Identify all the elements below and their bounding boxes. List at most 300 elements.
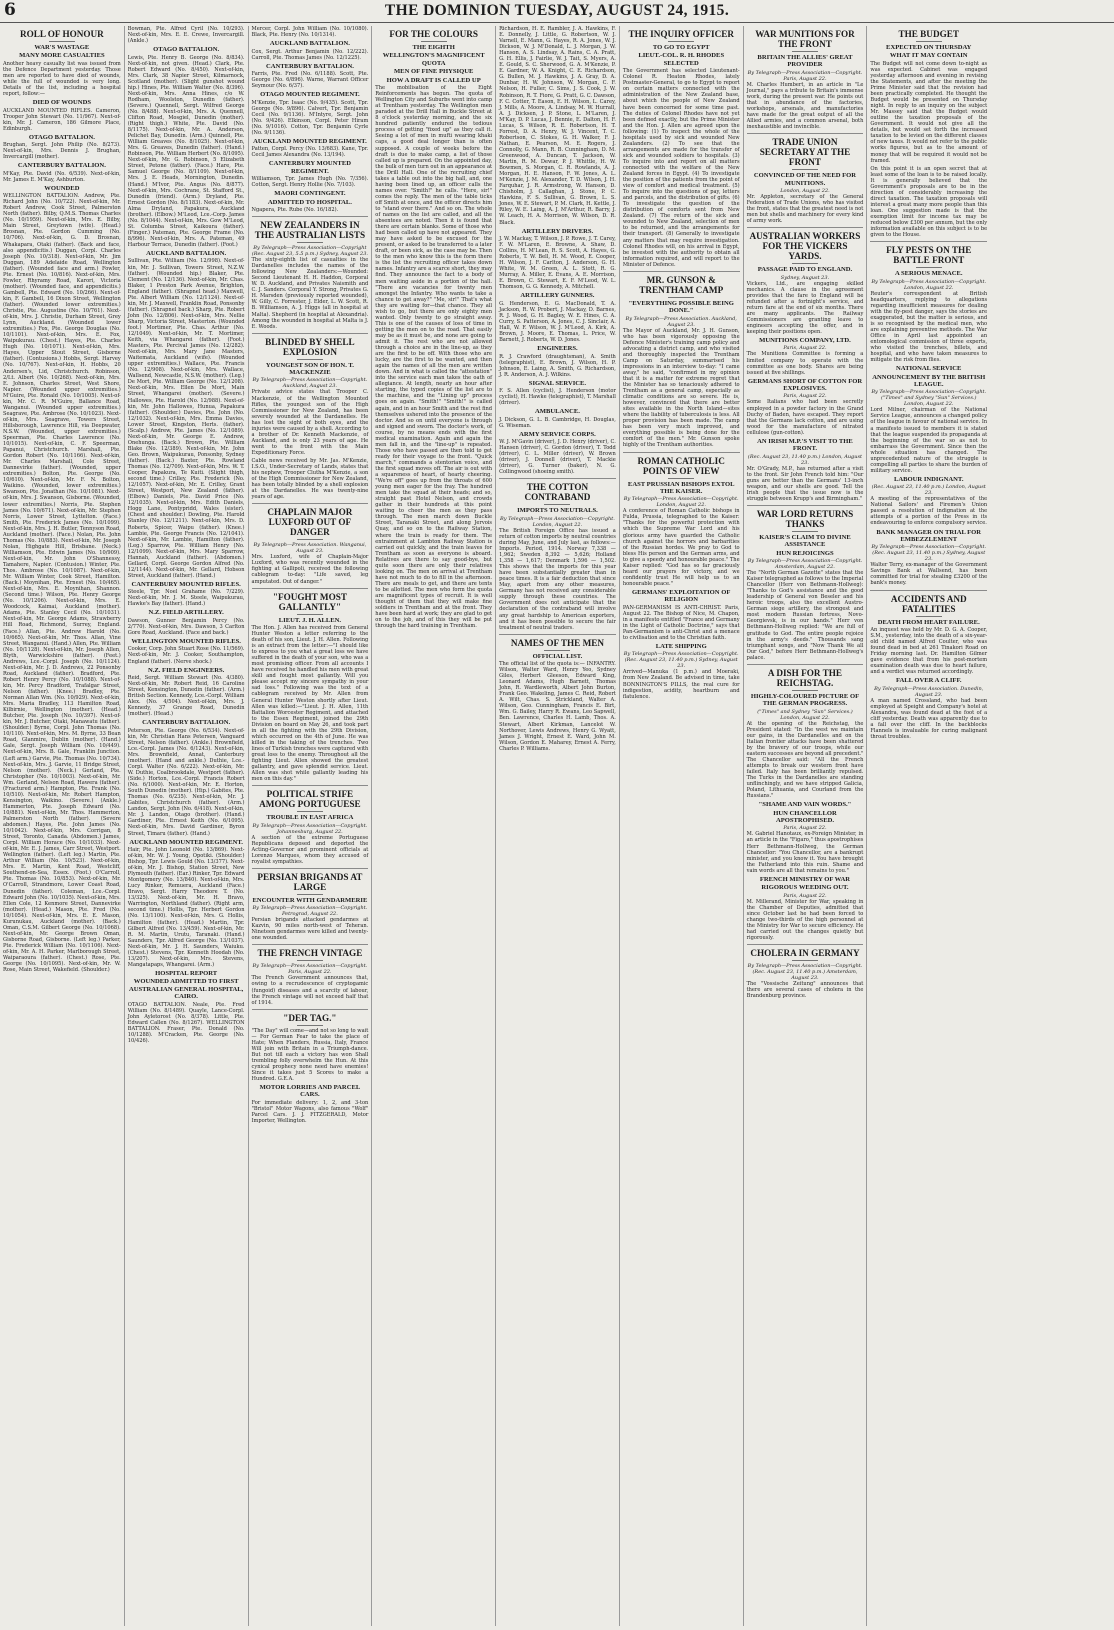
- article-body: OTAGO BATTALION. Neale, Pte. Fred William (No. 8/1489). Quayle, Lance-Corpl. John Ayletorost (No. 8/378). Little, Pte. Edward Callen (No. 8/1267). WELLINGTON BATTALION. Fraser, Pte. Donald (No. 10/1288). M'Cracken, Pte. George (No. 10/426).: [127, 1001, 245, 1044]
- headline-rule: [792, 690, 818, 691]
- article: [252, 868, 369, 942]
- article-body: The sixty-eighth list of casualties in the Dardanelles includes the names of the following New Zealanders:—Wounded: Second Lieutenant H. H. Haddon, Corporal W. D. Auckland, and Privates Naismith and C. J. Sanders. Corporal Y. Strong, Privates G. H. Marsden (previously reported wounded), W. Gilly, C. Forrester, J. Elder, L. W. Scott, R. B. Williamson, A. J. Higgs (all in hospital at Malta). Shepherd (in hospital at Alexandria). Among the wounded in hospital at Malta is J. E. Woods.: [251, 257, 369, 330]
- article: [128, 581, 245, 608]
- article-subhead: WAR'S WASTAGE: [34, 44, 90, 51]
- article: [128, 719, 245, 836]
- article-dateline: By Telegraph—Press Association—Copyright. London, August 22.: [500, 515, 615, 528]
- article-body: Hair, Pte. John Leonold (No. 13/869). Next-of-kin, Mr. W. J. Young, Opotiki. (Shoulder.) Bishop, Tpr. Lewis Gould (No. 13/377). Next-of-kin, Mr. J. Bishop, Station Street, New Plymouth (father). (Ear.) Rinker, Tpr. Edward Montgomery (No. 13/840). Next-of-kin, Mrs. Lucy Rinker, Remuera, Auckland (Face.) Bravo, Sergt. Harry Theodore T. (No. 13/325). Next-of-kin, Mr. H. Bravo, Warrington, Northland (father). (Right arm, second time.) Hollis, Tpr. Herbert Gordon (No. 13/1100). Next-of-kin, Mrs. G. Hollis, Hamilton (father). (Head.) Martin, Tpr. Gilbert Alfred (No. 13/459). Next-of-kin, Mr. R. M. Martin, Urutu, Taranaki. (Hand.) Saunders, Tpr. Alfred George (No. 13/1037). Next-of-kin, Mr. J. H. Saunders, Waiuku. (Chest.) Stevens, Tpr. Kenneth Hoodah (No. 13/207). Next-of-kin, Mrs. Stevens, Mangatapaps, Whangarei. (Arm.): [127, 846, 245, 968]
- headline-rule: [916, 41, 942, 42]
- article: [747, 876, 864, 941]
- column-rule: [747, 944, 864, 945]
- article-body: AUCKLAND MOUNTED RIFLES. Cameron, Trooper John Stewart (No. 11/967). Next-of-kin, Mr. J. Cameron, 186 Gilmore Place, Edinburgh.: [3, 107, 121, 132]
- headline-rule: [792, 960, 818, 961]
- article-dateline: (Rec. August 23, 11.40 p.m.) London, August 23.: [871, 484, 986, 497]
- article: [870, 365, 987, 474]
- article: [252, 216, 369, 330]
- article-subhead: N.Z. FIELD ENGINEERS.: [147, 666, 225, 674]
- article-subhead: HOW A DRAFT IS CALLED UP: [386, 76, 481, 84]
- article: [747, 133, 864, 224]
- article-subhead: OTAGO BATTALION.: [153, 46, 220, 54]
- article: [870, 29, 987, 164]
- article-body: Mr. Appleton, secretary of the General Federation of Trade Unions, who has visited the front, states that the greatest need is not men but shells and machinery for every kind of army work.: [746, 194, 864, 225]
- headline-rule: [544, 650, 570, 651]
- column-8: [866, 26, 990, 1626]
- article: [499, 228, 616, 291]
- article-subhead: MANY MORE CASUALTIES: [19, 52, 105, 60]
- article: [3, 29, 121, 97]
- article: [375, 29, 492, 629]
- article-body: A section of the extreme Portuguese Republicans deposed and deported the Acting-Governor and prominent officials at Lorenzo Marques, whom they accused of royalist sympathies.: [251, 834, 369, 865]
- article: [252, 503, 369, 584]
- article-subhead: ARTILLERY GUNNERS.: [520, 292, 595, 300]
- headline-rule: [297, 811, 323, 812]
- article: [499, 408, 616, 429]
- article-body: Another heavy casualty list was issued from the Defence Department yesterday. Those men are reported to have died of wounds, while the full of wounded is very long. Details of the list, including a hospital report, follow:—: [3, 60, 121, 98]
- article-headline: AUSTRALIAN WORKERS FOR THE VICKERS YARDS.: [749, 231, 861, 262]
- headline-rule: [916, 267, 942, 268]
- article-dateline: By Telegraph—Press Association—Copyright. Paris, August 22.: [252, 963, 368, 976]
- article-subhead: N.Z. FIELD ARTILLERY.: [148, 609, 224, 617]
- article-subhead: HIGHLY-COLOURED PICTURE OF THE GERMAN PROGRESS.: [750, 692, 860, 708]
- article-subhead: ANNOUNCEMENT BY THE BRITISH LEAGUE.: [872, 373, 986, 388]
- article-body: J. W. Mackay, T. Wilson, J. P. Rowe, J. T. Carey, F. W. M'Laren, E. Browne, A. Shaw, D. Collins, H. M'Lean, R. S. Scott, A. Hayes, G. Roberts, T. W. Bell, H. M. Wood, E. Cooper, H. Wilson, J. F. Carlton, J. Anderson, G. H. White, W. M. Green, A. L. Stott, R. G. Murray, A. Miller, E. Evans, A. E. Morrison, E. Brown, C. Stewart, E. F. M'Leod, W. L. Thomson, G. G. Kennedy, A. Mitchell.: [499, 235, 616, 291]
- article: [252, 63, 369, 90]
- article-headline: NAMES OF THE MEN: [510, 637, 605, 648]
- article: [499, 478, 616, 630]
- article-subhead: MOTOR LORRIES AND PARCEL CARS.: [259, 1084, 361, 1099]
- article-dateline: By Telegraph—Press Association—Copyright. London, August 22.: [623, 496, 739, 509]
- article-subhead: WELLINGTON'S MAGNIFICENT QUOTA: [382, 52, 485, 67]
- article-subhead: OTAGO MOUNTED REGIMENT.: [260, 91, 360, 99]
- article-subhead: WELLINGTON MOUNTED RIFLES.: [131, 638, 241, 646]
- article: [252, 333, 369, 456]
- column-rule: [252, 588, 369, 589]
- article: [499, 292, 616, 343]
- article-body: Bowman, Pte. Alfred Cyril (No. 10/293). Next-of-kin, Mrs. E. E. Crewe, Invercargill. (Ankle.): [127, 26, 245, 45]
- article: [128, 250, 245, 579]
- article-subhead: LIEUT. J. H. ALLEN.: [278, 616, 342, 624]
- article-subhead: BANK MANAGER ON TRIAL FOR EMBEZZLEMENT: [876, 528, 982, 543]
- article-body: Peterson, Pte. George (No. 6/534). Next-of-kin, Mr. Christian Hans Petersen, Vanguard Street, Nelson (father). (Ankle.) Brownfield, Lce.-Corpl. James (No. 6/1243). Next-of-kin, Mrs. Brownfield, Annat, Canterbury (mother). (Hand and ankle.) Duthie, Lce.-Corpl. Walter (No. 6/222). Next-of-kin, Mr. W. Duthie, Coalbrookdale, Westport (father). (Side.) Horton, Lce.-Corpl. Francis Robert (No. 6/1000). Next-of-kin, Mr. E. Horton, South Dunedin (mother). (Hip.) Gabites, Pte. Thomas (No. 6/235). Next-of-kin, Mr. J. Gabites, Christchurch (father). (Arm.) Landon, Sergt. John (No. 6/418). Next-of-kin, Mr. J. Landon, Otago (brother). (Hand.) Gardiner, Pte. Ernest Keith (No. 6/1095). Next-of-kin, Mrs. David Gardiner, Byron Street, Timaru (father). (Hand.): [127, 727, 245, 837]
- article-body: J. Dickson, G. L. B. Cambridge, H. Douglas, G. Wiseman.: [499, 416, 616, 429]
- article-subhead: IMPORTS TO NEUTRALS.: [517, 507, 598, 515]
- article-body: The Government has selected Lieutenant-Colonel R. Heaton Rhodes, lately Postmaster-General, to go to Egypt to report on certain matters connected with the administration of the New Zealand base, about which the people of New Zealand have been concerned for some time past. The duties of Colonel Rhodes have not yet been defined exactly, but the Prime Minister and the Hon. J. Allen are agreed upon the following: (1) To inspect the whole of the hospitals used by sick and wounded New Zealanders. (2) To see that the arrangements are made for the transfer of sick and wounded soldiers to hospitals. (3) To inquire into and report on all matters connected with the welfare of the New Zealand forces in Egypt. (4) To investigate the position of the patients from the point of view of comfort and medical treatment. (5) To inquire into the questions of pay, letters and parcels, and the distribution of gifts. (6) To investigate the question of the distribution of comforts sent from New Zealand. (7) The return of the sick and wounded to New Zealand, selection of men to be returned, and the arrangements for their transport. (8) Generally to investigate any matters that may require investigation. Colonel Rhodes will, on his arrival in Egypt, be invested with the authority to obtain all information required, and will report to the Minister of Defence.: [622, 68, 740, 268]
- article-headline: BLINDED BY SHELL EXPLOSION: [265, 336, 355, 357]
- article-body: Arrived—Manuka (1 p.m.) and Moeraki, from New Zealand. Be advised in time, take BONNINGTON'S PILLS, the real cure for indigestion, acidity, heartburn and flatulence.: [622, 669, 740, 700]
- article: [128, 970, 245, 1044]
- article: [747, 801, 864, 874]
- article-body: Persian brigands attacked gendarmes at Kazvin, 90 miles north-west of Teheran. Nineteen gendarmes were killed and twenty-one wounded.: [251, 917, 369, 942]
- column-rule: [870, 241, 987, 242]
- column-rule: [252, 944, 369, 945]
- article-body: At the opening of the Reichstag, the President stated: "In the west we maintain our gains, in the Dardanelles and on the Italian frontier attacks have been shattered by the bravery of our troops, while our eastern successes are beyond all precedent." The Chancellor said: "All the French attempts to break our western front have failed. Italy has been brilliantly repulsed. The Turks in the Dardanelles are standing unflinchingly, and we have stripped Galicia, Poland, Lithuania, and Courland from the Russians.": [746, 720, 864, 800]
- article-body: "The Day" will come—and not so long to wait— For German Fear to take the place of Hate; When Flanders, Russia, Italy, France Will join with Britain in a Triumph-dance. But not till each a victory has won Shall trembling folly overwhelm the Hun. At this cynical prophecy none need have enemies! Since it takes just 5 Scores to make a Hundred. G.E.A.: [251, 1027, 369, 1083]
- article-dateline: By Telegraph—Press Association. Dunedin, August 23.: [874, 685, 984, 698]
- article-body: On this point it is an open secret that at least some of the loan is to be raised locally. It is generally believed that the Government's proposals are to be in the direction of considerably increasing the direct taxation. The taxation proposals will interest a great many more people than this loan. One suggestion made is that the exemption limit for income tax may be reduced below £300 per annum, but the only information available on this subject is to be given to the House.: [870, 165, 988, 239]
- article: [747, 227, 864, 335]
- article-dateline: (Rec. August 23, 11.40 p.m.) London, August 23.: [747, 453, 863, 466]
- article-body: The Mayor of Auckland, Mr. J. H. Gunson, who has been vigorously opposing the Defence Minister's training camp policy and advocating a district camp, and who visited and thoroughly inspected the Trentham Camp on Saturday, summarised his impressions in an interview to-day: "I came away," he said, "confirmed in my opinion that it is a matter for extreme regret that the Minister has so tenaciously adhered to Trentham as a general camp, especially as climatic conditions are so severe. He is, however, convinced that there are better sites available in the North Island—sites where the liability of tuberculosis is less. All proper provision has been made. The camp has been very much improved, and everything possible is being done for the comfort of the men." Mr. Gunson spoke highly of the Trentham authorities.: [622, 327, 740, 449]
- article: [623, 643, 740, 700]
- article-subhead: CANTERBURY BATTALION.: [265, 62, 354, 70]
- article-dateline: Sydney, August 23.: [780, 274, 830, 281]
- article: [128, 638, 245, 665]
- article: [747, 944, 864, 999]
- column-rule: [252, 868, 369, 869]
- article-headline: NEW ZEALANDERS IN THE AUSTRALIAN LISTS: [254, 220, 366, 241]
- article-dateline: By Telegraph—Press Association—Copyright. Auckland, August 23.: [252, 377, 368, 390]
- article-headline: THE INQUIRY OFFICER: [628, 29, 734, 39]
- article-body: Mr. O'Grady, M.P., has returned after a visit to the front. Sir John French told him: "Our guns are better than the Germans' 13-inch weapon, and our shells are good. Tell the Irish people that the issue now is the struggle between Krupp's and Birmingham.": [746, 465, 864, 502]
- article-body: Reid, Sergt. William Stewart (No. 4/380). Next-of-kin, Mr. Robert Reid, 16 Caroline Street, Kensington, Dunedin (father). (Arm.) British Section. Kennedy, Lce.-Corpl. William Alex. (No. 4/504). Next-of-kin, Mrs. J. Kennedy, 37 Grange Road, Dunedin (mother). (Head.): [127, 674, 245, 718]
- article-subhead: CANTERBURY MOUNTED REGIMENT.: [268, 160, 351, 175]
- columns: [0, 26, 1114, 1626]
- article-body: Walter Terry, ex-manager of the Government Savings Bank at Wallsend, has been committed for trial for stealing £3200 of the bank's money.: [870, 562, 988, 587]
- article-subhead: THE EIGHTH: [412, 44, 455, 51]
- article-body: Dawson, Gunner Benjamin Percy (No. 2/770). Next-of-kin, Mrs. Dawson, 3 Carlton Gore Road, Auckland. (Face and back.): [127, 617, 245, 636]
- article: [252, 944, 369, 1005]
- article: [623, 271, 740, 449]
- column-rule: [623, 271, 740, 272]
- article-headline: "DER TAG.": [283, 1012, 337, 1023]
- article-body: Williamson, Tpr. James Hugh (No. 7/356). Cotton, Sergt. Henry Hollie (No. 7/103).: [251, 176, 369, 189]
- column-rule: [252, 1009, 369, 1010]
- article: [3, 134, 121, 161]
- article-subhead: YOUNGEST SON OF HON. T. MACKENZIE: [265, 361, 354, 377]
- article-body: Farris, Pte. Fred (No. 6/1188). Scott, Pte. George (No. 6/896). Warne, Warrant Officer Seymour (No. 6/37).: [251, 71, 369, 90]
- article-subhead: GERMANS' EXPLOITATION OF RELIGION: [632, 588, 731, 604]
- column-4: [371, 26, 495, 1626]
- article: [252, 588, 369, 783]
- article-body: The Budget will not come down to-night as was expected. Cabinet was engaged yesterday afternoon and evening in revising the Statements, and after the meeting the Prime Minister said that the revision had been practically completed. He thought the Budget would be presented on Thursday night. In reply to an inquiry on the subject Mr. Massey said that the Budget would outline the taxation proposals of the Government. It would not give all the details, but would set forth the increased taxation to be levied on the different classes of new taxes. It would not refer to the public works figures, but as to the amount of money that will be required it would not be framed.: [870, 60, 988, 164]
- article-headline: CHOLERA IN GERMANY: [750, 947, 860, 958]
- headline-rule: [297, 539, 323, 540]
- headline-rule: [297, 1025, 323, 1026]
- article: [623, 589, 740, 641]
- article: [3, 185, 121, 973]
- headline-rule: [668, 297, 694, 298]
- article-subhead: LATE SHIPPING: [655, 643, 707, 651]
- article-body: Vickers, Ltd., are engaging skilled mechanics. A clause in the agreement provides that the fare to England will be refunded after a fortnight's service, and return fare at the end of six months. There are many applicants. The Railway Commissioners are granting leave to engineers accepting the offer, and in keeping their positions open.: [746, 280, 864, 336]
- article-body: For immediate delivery: 1, 2, and 3-ton "Bristol" Motor Wagons, also famous "Wolf" Parcel Cars. J. J. FITZGERALD, Motor Importer, Wellington.: [251, 1099, 369, 1125]
- article-body: The mobilisation of the Eight Reinforcements has begun. The quota of Wellington City and Suburbs went into camp at Trentham yesterday. The Wellington men paraded at the Drill Hall in Buckle Street at 8 o'clock yesterday morning, and the six hundred patiently endured the tedious process of getting "fixed up" as they call it. Seeing a lot of men in mufti wearing khaki caps, a good deal longer than is often supposed. A couple of weeks before the draft is due to make camp, a list of those called up is prepared. On the appointed day, the bulk of men turn out in an appearance at the Drill Hall. One of the recruiting chief takes a table out into the big hall, and, one having been lined up, an officer calls the names over. "Smith!" he calls. "Here, sir!" comes the reply. The men of the table ticks off Smith at once, and the officer directs him to "stand over there." And so on. The whole of names on the list are called, and all the absentees are noted. Then it is found that there are certain blanks. Some of those who had been called up have not appeared. They may have asked to be excused for the present, or asked to be transferred to a later draft, or been sick, as the case may be. Then to the men who know this is the form there is the list the recruiting officer takes down names. Infantry are a scarce short, they may find. They announce the fact to a body of men waiting aside in a portion of the hall. "There are vacancies for twenty men amongst the Infantry. Who wants to take a chance to get away?" "Me, sir!" That's what they are waiting for—that chance. They all wish to go, but there are only eighty men wanted. Only twenty to go straight away. This is one of the causes of loss of time in getting the men on to the road. That easily may be as it must be, and none are going to admit it. The rest who are not allowed through a choice are in the line-up, as they are the first to be off. With those who are lucky, are the first to be wanted, and then again the names of all the men are written down. And in what is called the "attestation" into the service each man takes the oath of allegiance. At length, nearly an hour after starting, the typed copies of the list are to the machine, and the "Lining up" process goes on again. "Smith!" "Smith!" is called again, and in an hour Smith and the rest find themselves ushered into the presence of the doctor. And so on until everyone is through and signed and sworn. The doctor's work, of course, by no means ends with the first medical examination. Again and again the men fall in, and the "line-up" is repeated. Those who have passed are then told to get ready for their voyage to the front. "Quick march," commands a stentorian voice, and the first squad moves off. The air is out with a squareness of heart, of hearty cheering. "We're off" goes up from the throats of 600 young men eager for the fray. The hundred men take the squad at their heads; and so, straight past Hotel Nelson, and crowds gather in their hundreds at this point waiting to cheer the men as they pass through. The men march down Buckle Street, Taranaki Street, and along Jervois Quay, and so on to the Railway Station, where the train is ready for them. The entrainment at Lambton Railway Station is carried out quickly, and the train leaves for Trentham as soon as everyone is aboard. Relatives are there to say good-bye, but quite soon there are only their relatives looking on. The men on arrival at Trentham have not much to do to fill in the afternoon. There are meals to get, and there are tents to be allotted. The men who form the quota are magnificent types of recruit. It is well thought of them that they will make fine soldiers in Trentham and at the front. They have been hard at work; they are glad to get on to the job, and of this they will be put through the hard training in Trentham.: [375, 85, 493, 630]
- column-rule: [252, 216, 369, 217]
- column-rule: [747, 133, 864, 134]
- article-headline: FLY PESTS ON THE BATTLE FRONT: [886, 245, 972, 266]
- article-dateline: By Telegraph—Press Association—Copyright. (Rec. August 23, 11.40 p.m.) Sydney, August 23.: [871, 544, 987, 563]
- article-headline: POLITICAL STRIFE AMONG PORTUGUESE: [259, 789, 361, 810]
- article-headline: TRADE UNION SECRETARY AT THE FRONT: [759, 137, 851, 168]
- article-body: M. Gabriel Hanotaux, ex-Foreign Minister, in an article in the "Figaro," thus apostrophises Herr Bethmann-Hollweg, the German Chancellor: "You Chancellor, are a bankrupt minister, and you know it. You have brought the Fatherland into this ruin. Shame and vain words are all that remains to you.": [746, 831, 864, 874]
- article: [3, 99, 121, 132]
- article: [747, 29, 864, 130]
- article-subhead: AUCKLAND BATTALION.: [269, 40, 350, 48]
- column-rule: [747, 664, 864, 665]
- article-subhead: MEN OF FINE PHYSIQUE: [393, 68, 474, 76]
- article-headline: WAR LORD RETURNS THANKS: [756, 508, 854, 529]
- article-body: R. J. Crawford (draughtsman), A. Smith (telegraphist), E. Brown, J. Wilson, H. P. Johnson, E. Laing, A. Smith, G. Richardson, J. R. Anderson, A. J. Wilkins.: [499, 353, 616, 378]
- column-2: [124, 26, 248, 1626]
- article-subhead: A SERIOUS MENACE.: [894, 270, 963, 278]
- article-subhead: LIEUT.-COL. R. H. RHODES SELECTED: [638, 52, 725, 67]
- headline-rule: [792, 169, 818, 170]
- article-body: PAN-GERMANISM IS ANTI-CHRIST. Paris, August 22. The Bishop of Nice, M. Chapon, in a manifesto entitled "France and Germany in the Light of Catholic Doctrine," says that Pan-Germanism is anti-Christ and a menace to civilisation and to the Christian faith.: [622, 604, 740, 641]
- article-body: M'Kay, Pte. David (No. 6/539). Next-of-kin, Mr. James E. M'Kay, Ashburton.: [3, 170, 121, 183]
- article: [870, 476, 987, 527]
- article: [499, 380, 616, 407]
- article: [252, 785, 369, 865]
- article-body: Cable news received by Mr. Jas. M'Kenzie, I.S.O., Under-Secretary of Lands, states that his nephew, Trooper Clutha M'Kenzie, a son of the High Commissioner for New Zealand, has been totally blinded by a shell explosion at the Dardanelles. He was twenty-nine years of age.: [251, 457, 369, 501]
- headline-rule: [544, 504, 570, 505]
- article-body: A conference of Roman Catholic bishops in Fulda, Prussia, telegraphed to the Kaiser: "Thanks for the powerful protection with which the Supreme War Lord and his glorious army have guarded the Catholic church against the horrors and barbarities of the Russian hordes. We pray to God to bless His person and the German arms, and to give a speedy and honourable peace." The Kaiser replied: "God has so far graciously heard our prayers for victory, and we confidently trust He will help us to an honourable peace.": [622, 508, 740, 587]
- article-body: Cox, Sergt. Arthur Benjamin (No. 12/222). Carroll, Pte. Thomas James (No. 12/1225).: [251, 48, 369, 61]
- article-subhead: WHAT IT MAY CONTAIN: [889, 52, 968, 60]
- article-headline: ROLL OF HONOUR: [19, 29, 104, 39]
- article: [128, 26, 245, 44]
- article-body: Brughan, Sergt. John Philip (No. 8/273). Next-of-kin, Mrs. Dennis J. Brughan, Invercargill (mother).: [3, 142, 121, 161]
- column-3: [248, 26, 372, 1626]
- article-body: The "Vossische Zeitung" announces that there are several cases of cholera in the Brandenburg province.: [746, 980, 864, 999]
- article: [623, 452, 740, 587]
- article-dateline: Paris, August 22.: [783, 825, 827, 832]
- page-number: 6: [4, 0, 16, 20]
- column-rule: [499, 478, 616, 479]
- article: [747, 505, 864, 661]
- article: [499, 345, 616, 378]
- article-subhead: DEATH FROM HEART FAILURE.: [877, 618, 980, 626]
- headline-rule: [668, 41, 694, 42]
- article-body: Mrs. Luxford, wife of Chaplain-Major Luxford, who was recently wounded in the fighting at Gallipoli, received the following cablegram to-day: "Life saved, leg amputated. Out of danger.": [251, 554, 369, 585]
- headline-rule: [792, 263, 818, 264]
- article-subhead: FRENCH MINISTRY OF WAR: [759, 875, 851, 883]
- article-subhead: EAST PRUSSIAN BISHOPS EXTOL THE KAISER.: [627, 480, 735, 495]
- article-dateline: Paris, August 22.: [783, 393, 827, 400]
- article-subhead: "SHAME AND VAIN WORDS.": [758, 801, 852, 809]
- article-dateline: By Telegraph—Press Association—Copyright (Rec. August 23, 5.5 p.m.) Sydney, August 23.: [251, 245, 368, 258]
- article-subhead: CANTERBURY BATTALION.: [142, 719, 231, 727]
- article-headline: "FOUGHT MOST GALLANTLY": [272, 591, 347, 612]
- article: [252, 91, 369, 136]
- article-body: Steele, Tpr. Noel Grahame (No. 7/229). Next-of-kin, Mr. J. M. Steele, Waipukurau, Hawke's Bay (father). (Hand.): [127, 589, 245, 608]
- article-subhead: HUN REJOICINGS: [776, 549, 834, 557]
- article: [499, 634, 616, 752]
- masthead: [0, 0, 1114, 23]
- article-subhead: AUCKLAND MOUNTED REGIMENT.: [129, 838, 243, 846]
- article-dateline: London, August 22.: [780, 188, 830, 194]
- article-subhead: WOUNDED ADMITTED TO FIRST AUSTRALIAN GENERAL HOSPITAL, CAIRO.: [128, 978, 244, 1001]
- article: [252, 138, 369, 159]
- article-subhead: ENGINEERS.: [537, 345, 578, 353]
- article-subhead: CANTERBURY MOUNTED RIFLES.: [131, 580, 241, 588]
- article-body: The official list of the quota is:— INFANTRY. Wilson, Walter Ward, Henry Yeo, Sydney Giles, Herbert Gleeson, Edward King, Leonard Adams, Hugh Barnett, Thomas John, R. Wardleworth, Albert John Burton, Frank Geo. Wakeling, James C. Reid, Robert A. Wilt, Chas. S. Strickland, Walter A. Wilson, Geo. Cunningham, Francis E. Birt, Wm. G. Bailey, Harry R. Ewans, Leo Sapwell, Ben. Lawrence, Charles H. Lamb, Thos. A. Stewart, Albert Kirkman, Lancelot W. Northover, Lewis Andrews, Henry G. Wyatt, James J. Wright, Ernest E. Ward, John M. Wilson, Gordon E. Maharey, Ernest A. Ferry, Charles P. Williams.: [499, 661, 616, 752]
- article: [252, 160, 369, 188]
- article: [252, 40, 369, 61]
- article: [128, 609, 245, 636]
- article-dateline: Paris, August 22.: [783, 345, 827, 352]
- article: [623, 29, 740, 268]
- article-subhead: TO GO TO EGYPT: [652, 44, 710, 51]
- article-body: Mercer, Corpl. John William (No. 10/1080). Black, Pte. Henry (No. 10/1314).: [251, 26, 369, 39]
- article-subhead: ARTILLERY DRIVERS.: [521, 227, 594, 235]
- article-body: The French Government announces that, owing to a recrudescence of cryptogamic (fungoid) diseases and a scarcity of labour, the French vintage will not exceed half that of 1914.: [251, 975, 369, 1006]
- article-dateline: By Telegraph—Press Association—Copyright. Johannesburg, August 22.: [252, 822, 368, 835]
- article: [128, 46, 245, 248]
- article-body: WELLINGTON BATTALION. Andrew, Pte. Richard John (No. 10/722). Next-of-kin, Mr. Robert Andrew, Cook Street, Palmerston North (father). Bilby, Q.M.S. Thomas Charles (No. 10/1959). Next-of-kin, Mrs. E. Bilby, Main Street, Greytown (wife). (Head.) Brosnan, Pte. Gordon Cumming (No. 10/706). Next-of-kin, G. D. Brosnan, Whakapara, Otaki (father). (Back and face, also appendicitis.) Duggan, Corpl. Charles Joseph (No. 10/318). Next-of-kin, Mr. Jim Duggan, 189 Adelaide Road, Wellington (father). (Wounded face and arm.) Fowler, Pte. Ernest (No. 10/816). Next-of-kin, Mrs. Fowler, Rhyramy Road, Karori, Victoria (mother). (Wounded face, and appendicitis.) Gambell, Pte. Edward (No. 10/266). Next-of-kin, F. Gambell, 16 Dixon Street, Wellington (father). (Wounded lower extremities.) Christie, Pte. Augustine (No. 10/761). Next-of-kin, Mrs. J. Christie, Durham Street, Grey Lynn, Auckland. (Wounded lower extremities.) Fox, Pte. George Douglas (No. 10/1101). Next-of-kin, Mrs. E. Fox, Waipukurau. (Chest.) Hayes, Pte. Charles Hugh (No. 10/1071). Next-of-kin, Mrs. Hayes, Upper Stout Street, Gisborne (father). (Contusions.) Hobbs, Sergt. Harvey (No. 10/767). Next-of-kin, H. Hobbs, 20 Andersen's, Lid, Christchurch. Robinson, 2/Lt. Albert (No. 10/268). Next-of-kin, Mrs. E. Johnson, Charles Street, West Shore, Napier. (Wounded upper extremities.) M'Guire, Pte. Ronald (No. 10/1005). Next-of-kin, Mr. C. R. M'Guire, Ballance Road, Wanganui. (Wounded upper extremities.) Seagrave, Pte. Ambrose (No. 10/1023). Next-of-kin, Mrs. Seagrave, Towers Street, Hillsborough, Lawrence Hill, via Deepwater, N.S.W. (Wounded, upper extremities.) Speerman, Pte. Charles Lawrence (No. 10/1015). Next-of-kin, C. F. Speerman, Papanui, Christchurch. Marshall, Pte. Gordon Robert (No. 10/1166). Next-of-kin, Mr. Charles Marshall, Cole Street, Dannevirke (father). (Wounded, upper extremities.) Bolton, Pte. George (No. 10/610). Next-of-kin, Mr. F. N. Bolton, Waikino. (Wounded, lower extremities.) Swanson, Pte. Jonathan (No. 10/1081). Next-of-kin, Mrs. J. Swanson, Gisborne. (Wounded, lower extremities.) Norris, Pte. Stephen James (No. 10/671). Next-of-kin, Mr. Stephen Norris, Lower Street, Lyttelton. (Face.) Smith, Pte. Frederick James (No. 10/1099). Next-of-kin, Mrs. J. H. Butler, Tennyson Road, Auckland (mother). (Face.) Nolan, Pte. John Thomas (No. 10/883). Next-of-kin, Mr. Joseph Nolan, Highgate Hill, Brisbane. (Neck.) Williamson, Pte. Edwin James (No. 10/909). Next-of-kin, Mr. John O'Shannessy, Tamahere, Napier. (Contusion.) Winter, Pte. Thos. Ambrose (No. 10/1087). Next-of-kin, Mr. William Winter, Cook Street, Hamilton. (Back.) Moynihan, Pte. Ernest (No. 10/465). Next-of-kin, Mrs. E. Moynihan, Shannon. (Second time.) Wilson, Pte. Henry George (No. 10/1206). Next-of-kin, Mrs. E. Woodcock, Kaimai, Auckland (mother). Adams, Pte. Stanley Cecil (No. 10/1031). Next-of-kin, Mr. George Adams, Strawberry Hill Road, Richmond, Surrey, England. (Face.) Allan, Pte. Andrew Harold (No. 10/665). Next-of-kin, Mr. Thos. Allan, Vine Street, Wanganui. (Hand.) Allen, Pte. William (No. 10/1128). Next-of-kin, Mr. Joseph Allen, Blyth, Warwickshire (father). (Feet.) Andrews, Lce.-Corpl. Joseph (No. 10/1124). Next-of-kin, Mr. J. D. Andrews, 22 Ponsonby Road, Auckland (father). Bradford, Pte. Robert Henry Percy (No. 10/1088). Next-of-kin, Mr. Percy Bradford, Trafalgar Street, Nelson (father). (Knee.) Bradley, Pte. Norman Allan Wm. (No. 10/929). Next-of-kin, Mrs. Maria Bradley, 113 Hamilton Road, Kilbirnie, Wellington (mother). (Head.) Butcher, Pte. Joseph (No. 10/397). Next-of-kin, Mr. J. Butcher, Otaki, Manawatu (father). (Shoulder.) Byrne, Corpl. John Thomas (No. 10/110). Next-of-kin, Mrs. M. Byrne, 33 Bean Road, Glanmire, Dublin (mother). (Hand.) Gale, Sergt. Joseph William (No. 10/449). Next-of-kin, Mrs. B. Gale, Franklin Junction. (Left arm.) Garvie, Pte. Thomas (No. 10/734). Next-of-kin, Mrs. J. Garvie, 11 Bridge Street, Nelson (mother). (Neck.) Gerland, Pte. Christopher (No. 10/1003). Next-of-kin, Mr. Wm. Gerland, Nelson Road, Hawera (father). (Fractured arm.) Hampton, Pte. Frank (No. 10/510). Next-of-kin, Mr. Robert Hampton, Kensington, Waikino. (Severe.) (Ankle.) Hammerton, Pte. Joseph Edward (No. 10/881). Next-of-kin, Mr. Thos. Hammerton, Palmerston North (father). (Severe abdomen.) Hayes, Pte. John James (No. 10/1042). Next-of-kin, Mrs. Corrigan, 8 Street, Toronto, Canada. (Abdomen.) James, Corpl. William Horace (No. 10/1033). Next-of-kin, Mr. E. J. James, Carr Street, Westport. Wellington (father). (Left leg.) Martin, Pte. Arthur William (No. 10/523). Next-of-kin, Mrs. E. Martin, Kent Road, Westcliff, Southend-on-Sea, Essex. (Foot.) O'Carroll, Pte. Thomas (No. 10/853). Next-of-kin, Mr. O'Carroll, Strandmore, Lower Coast Road, Dunedin (father). Coleman, Lce.-Corpl. Edward John (No. 10/1035). Next-of-kin, Mrs. Ellen Cole, 12 Kenmore Street, Dannevirke (mother). (Head.) Mason, Pte. Fred (No. 10/1054). Next-of-kin, Mrs. E. E. Mason, Kurunukau, Auckland (mother). (Back.) Oman, C.S.M. Gilbert George (No. 10/1068). Next-of-kin, Mr. George Brown Oman, Gisborne Road, Gisborne. (Left leg.) Parker, Pte. Frederick William (No. 10/1106). Next-of-kin, Mr. A. H. Parker, Marlborough Street, Waiparaoura (father). (Chest.) Rose, Pte. George (No. 10/1095). Next-of-kin, Mr. W. Rose, Main Street, Wakefield. (Shoulder.): [3, 193, 121, 974]
- article-dateline: By Telegraph—Press Association—Copyright. Paris, August 22.: [747, 69, 863, 82]
- column-rule: [747, 227, 864, 228]
- article-body: The "North German Gazette" states that the Kaiser telegraphed as follows to the Imperial Chancellor (Herr von Bethmann-Hollweg): "Thanks to God's assistance and the good leadership of General von Beseler and his heroic troops, also the excellent Austro-German siege artillery, the strongest and most modern Russian fortress, Novo-Georgievsk, is in our hands." Herr von Bethmann-Hollweg replied: "We are full of gratitude to God. The entire people rejoice in the army's deeds." Thousands sang triumphant songs, and "Now Thank We all Our God," before Herr Bethmann-Hollweg's palace.: [746, 570, 864, 661]
- column-rule: [499, 634, 616, 635]
- article-body: Ngapera, Pte. Rube (No. 16/182).: [251, 207, 339, 214]
- article-headline: THE BUDGET: [898, 29, 959, 39]
- article-subhead: TROUBLE IN EAST AFRICA: [266, 814, 354, 822]
- article-subhead: GERMANS SHORT OF COTTON FOR EXPLOSIVES.: [747, 377, 863, 393]
- article-dateline: By Telegraph—Press Association—Copyright. ("Times" and Sydney "Sun" Services.) London, August 22.: [871, 389, 987, 408]
- column-1: [0, 26, 124, 1626]
- article-dateline: By Telegraph—Press Association. Wanganui, August 23.: [253, 542, 367, 555]
- article-subhead: LABOUR INDIGNANT.: [893, 475, 964, 483]
- article: [499, 431, 616, 476]
- headline-rule: [297, 960, 323, 961]
- article-body: Richardson, H. E. Rambler, J. A. Hawkins, F. E. Donnelly, J. Little, G. Robertson, W. J. Varnell, E. Mann, G. Hayes, R. A. Jones, W. J. Dickson, W. J. M'Donald, L. J. Morgan, J. W. Hanson, A. S. Lindsay, A. Rains, C. A. Pratt, G. H. Ellis, J. Fairlie, W. J. Tait, S. Myers, A. E. Gould, S. C. Sherwood, G. A. M'Kenzie, P. E. Gardner, W. A. Knight, C. E. Richardson, G. Bullen, M. J. Hawkins, J. A. Gray, D. A. Dunbar, H. W. Johnson, W. Morgan, C. F. Nelson, H. Fuller, C. Sims, J. S. Cook, J. W. Robinson, R. T. Fiore, G. Pratt, G. C. Dawson, F. C. Cotter, T. Eason, E. H. Wilson, L. Carey, J. Mills, A. Moore, A. Lindsay, M. W. Hurrall, A. J. Dicksen, J. P. Stone, L. M'Laren, J. M'Kay, D. P. Lucas, J. Bennie, E. Dalton, H. F. Lucas, S. Wilson, R. E. Robertson, H. T. Forrest, D. A. Henry, W. J. Vincent, T. C. Robertson, C. Stokes, G. H. Walker, F. J. Nathan, E. Pearson, M. E. Rogers, J. Connolly, G. Mann, R. B. Cunningham, D. M. Greenwood, A. Duncan, T. Jackson, W. Martin, R. M. Dewar, P. J. Whittle, H. W. Bowmen, S. Morgan, C. R. Rowlands, A. J. Morgan, H. E. Hanson, F. W. Jones, A. L. M'Kenzie, J. M. Alexander, T. D. Wilson, J. H. Farquhar, J. R. Armstrong, W. Hanson, D. Chisholm, J. Callaghan, J. Stone, P. C. Hawkins, F. S. Sullivan, G. Brown, L. S. Jones, W. E. Stewart, P. M. Clark, H. Kettle, J. Riley, W. E. Laing, A. J. M'Arthur, R. Barry, J. W. Leach, H. A. Morrison, W. Wilson, D. R. Black.: [499, 26, 616, 226]
- article: [252, 26, 369, 38]
- column-rule: [252, 503, 369, 504]
- article: [747, 664, 864, 799]
- article-subhead: DIED OF WOUNDS: [32, 99, 92, 107]
- article: [128, 667, 245, 718]
- article: [870, 590, 987, 676]
- column-rule: [870, 590, 987, 591]
- headline-rule: [792, 51, 818, 52]
- column-7: [743, 26, 867, 1626]
- article-headline: THE FRENCH VINTAGE: [257, 948, 363, 959]
- article-subhead: ENCOUNTER WITH GENDARMERIE: [252, 896, 368, 904]
- article: [252, 458, 369, 500]
- article-body: M. Millerand, Minister for War, speaking in the Chamber of Deputies, admitted that since October last he had been forced to change two-thirds of the high personnel at the Ministry for War to secure efficiency. He had carried out the changes quietly but rigorously.: [746, 898, 864, 941]
- column-rule: [252, 785, 369, 786]
- article-headline: MR. GUNSON & TRENTHAM CAMP: [639, 274, 724, 295]
- article-body: A meeting of the representatives of the National Sailors' and Firemen's Union passed a resolution of indignation at the attempts of a portion of the Press in its endeavouring to enforce compulsory service.: [870, 496, 988, 527]
- article-subhead: AMBULANCE.: [535, 408, 580, 416]
- article-subhead: AN IRISH M.P.'S VISIT TO THE FRONT.: [757, 437, 853, 453]
- article-body: F. S. Allen (cyclist), J. Henderson (motor cyclist), H. Hawke (telegraphist), T. Marshall (driver).: [499, 388, 616, 407]
- article-subhead: AUCKLAND BATTALION.: [146, 250, 227, 258]
- article: [252, 190, 369, 213]
- article-dateline: By Telegraph—Press Association—Copyright. (Rec. August 23, 11.40 p.m.) Amsterdam, August 23.: [747, 962, 863, 981]
- headline-rule: [297, 242, 323, 243]
- article-headline: A DISH FOR THE REICHSTAG.: [767, 667, 843, 688]
- article-dateline: Paris, August 22.: [783, 892, 827, 899]
- article-subhead: RIGOROUS WEEDING OUT.: [761, 884, 849, 892]
- masthead-title: THE DOMINION TUESDAY, AUGUST 24, 1915.: [384, 2, 730, 19]
- headline-rule: [792, 531, 818, 532]
- column-5: [495, 26, 619, 1626]
- article-subhead: BRITAIN THE ALLIES' GREAT PROVIDER: [757, 54, 853, 69]
- article-body: Reuter's correspondent at British headquarters, replying to allegations regarding insufficient measures for dealing with the fly-pest danger, says the stories are exaggerated, but the matter is serious, and is so recognised by the medical men, who are explaining preventive methods. The War Office in April last appointed an entomological commission of three experts, who visited the trenches, billets, and hospital, and who have taken measures to mitigate the risk from flies.: [870, 290, 988, 364]
- article-subhead: KAISER'S CLAIM TO DIVINE ASSISTANCE: [759, 533, 851, 549]
- article-subhead: ADMITTED TO HOSPITAL.: [267, 198, 352, 206]
- article: [747, 337, 864, 376]
- article-dateline: ("Times" and Sydney "Sun" Services.) London, August 22.: [757, 708, 853, 721]
- article-subhead: OFFICIAL LIST.: [532, 652, 583, 660]
- column-rule: [623, 452, 740, 453]
- article-headline: FOR THE COLOURS: [389, 29, 479, 39]
- headline-rule: [297, 359, 323, 360]
- article-subhead: CANTERBURY BATTALION.: [17, 162, 106, 170]
- article-subhead: EXPECTED ON THURSDAY: [886, 44, 972, 51]
- headline-rule: [421, 41, 447, 42]
- article: [3, 162, 121, 183]
- article-body: Lewis, Pte. Henry B. George (No. 8/834). Next-of-kin, not given. (Head.) Clark, Pte. Robert Edward (No. 8/450). Next-of-kin, Mrs. Clark, 38 Napier Street, Kilmarnock, Scotland (mother). (Slight gunshot wound hip.) Hines, Pte. William Walter (No. 8/396). Next-of-kin, Mrs. Anna Hines, c/o W. Rodham, Woolston, Dunedin (father). (Severe.) Quennell, Sergt. Wilfred George (No. 8/488). Next-of-kin, Mrs. A. Quennell, Clifton Road, Mosgiel, Dunedin (mother). (Right thigh.) White, Pte. David (No. 8/1175). Next-of-kin, Mr. A. Anderson, Pelichet Bay, Dunedin. (Arm.) Quinnell, Pte. William Greaves (No. 8/1025). Next-of-kin, Mrs. G. Greaves, Dunedin (father). (Hand.) Robinson, Pte. William Herbert (No. 8/1095). Next-of-kin, Mr. G. Robinson, 5 Elizabeth Street, Petone (father). (Face.) Hare, Pte. Samuel George (No. 8/1109). Next-of-kin, Mrs. J. E. Heads, Mornington, Dunedin. (Hand.) M'Ivor, Pte. Angus (No. 8/877). Next-of-kin, Mrs. Cochrane, St. Stafford St., Dunedin (friend). (Arm.) Dryland, Pte. Ernest Gordon (No. 8/1183). Next-of-kin, Mr. Alma Dryland, Papakura, Auckland (brother). (Elbow.) M'Leod, Lce.-Corp. James (No. 8/1044). Next-of-kin, Mrs. Gow M'Leod, St. Columba Street, Kaikoura (father). (Finger.) Pateman, Pte. George Frame (No. 8/996). Next-of-kin, Mrs. A. Pateman, 49 Harbour Terrace, Dunedin (father). (Foot.): [127, 54, 245, 248]
- article-subhead: AUCKLAND MOUNTED REGIMENT.: [253, 137, 367, 145]
- article-body: Sullivan, Pte. William (No. 12/998). Next-of-kin, Mr. J. Sullivan, Towers Street, N.Z.W. (father). (Wounded hip.) Blaker, Pte. Clement (No. 12/136). Next-of-kin, Mr. Chas. Blaker, 1 Preston Park Avenue, Brighton, England (father). (Shrapnel head.) Maxwell, Pte. Albert William (No. 12/1124). Next-of-kin, Mr. J. Maxwell, Franklin Road, Ponsonby (father). (Shrapnel back.) Sharp, Pte. Robert John (No. 12/806). Next-of-kin, Mrs. Nellie Sharp, Victoria Street, Masterton. (Wounded foot.) Mortimer, Pte. Chas. Arthur (No. 12/1049). Next-of-kin, Mr. T. Mortimer, Keith, via Whangarei (father). (Foot.) Masters, Pte. Percival James (No. 12/282). Next-of-kin, Mrs. Mary Jane Masters, Waitemata, Auckland (wife). (Wounded upper extremities.) Wallace, Pte. Francis (No. 12/908). Next-of-kin, Mrs. Wallace, Wallsend, Newcastle, N.S.W. (mother). (Leg.) De Mort, Pte. William George (No. 12/1208). Next-of-kin, Mrs. Ellen De Mort, Main Street, Whangarei (mother). (Severe.) Hallowes, Pte. Harold (No. 12/988). Next-of-kin, Mr. John Hallowes, Hunua, Papakura (father). (Shoulder.) Davies, Pte. John (No. 12/1032). Next-of-kin, Mrs. Emma Davies, Lower Street, Kingston, Herts. (father). (Scalp.) Andrew, Pte. James (No. 12/1089). Next-of-kin, Mr. George E. Andrew, Onehunga. (Back.) Brown, Pte. William Blake (No. 12/389). Next-of-kin, Mr. John Geo. Brown, Waipukurau, Ponsonby, Sydney (father). (Back.) Baxter, Pte. Rowland Thomas (No. 12/709). Next-of-kin, Mrs. W. T. Cooper, Papakura, Te Kuiti. (Slight thigh, second time.) Crilley, Pte. Frederick (No. 12/1057). Next-of-kin, Mr. E. Crilley, Grant Street, Westport, New Zealand (father). (Elbow.) Daniels, Pte. David Price (No. 12/1035). Next-of-kin, Mrs. Edith Daniels, Hogg Lane, Pontypridd, Wales (sister). (Chest and shoulder.) Dowling, Pte. Harold Stanley (No. 12/1211). Next-of-kin, Mrs. D. Roberts, Spicer, Waipu (father). (Knee.) Lambie, Pte. George Francis (No. 12/1041). Next-of-kin, Mr. Lambie, Hamilton (father). (Leg.) Sparrow, Pte. William Henry (No. 12/1099). Next-of-kin, Mrs. Mary Sparrow, Hannah, Auckland (father). (Abdomen.) Gellard, Corpl. George Gordon Alfred (No. 12/1144). Next-of-kin, Mr. Gellard, Hobson Street, Auckland (father). (Hand.): [127, 258, 245, 579]
- article-dateline: By Telegraph—Press Association—Copyright. Amsterdam, August 22.: [747, 558, 863, 571]
- article: [747, 378, 864, 436]
- article-headline: CHAPLAIN MAJOR LUXFORD OUT OF DANGER: [267, 507, 353, 538]
- article: [252, 1009, 369, 1082]
- article: [870, 241, 987, 363]
- article-subhead: OTAGO BATTALION.: [28, 133, 95, 141]
- headline-rule: [297, 614, 323, 615]
- column-6: [619, 26, 743, 1626]
- article-subhead: "EVERYTHING POSSIBLE BEING DONE.": [628, 299, 734, 315]
- article-body: The Hon. J. Allen has received from General Hunter Weston a letter referring to the death of his son, Lieut. J. H. Allen. Following is an extract from the letter:—"I should like to express to you what a great loss we have suffered in the death of your son, who was a most promising officer. From all accounts I have received he handled his men with great skill and fought most gallantly. Will you please accept my sincere sympathy in your sad loss." Following was the text of a cablegram received by Mr. Allen from General Hunter Weston shortly after Lieut. Allen was killed:—"Lieut. J. H. Allen, 11th Battalion Worcester Regiment, and attached to the Essex Regiment, joined the 29th Division on board on May 26, and took part in all the fighting with the 29th Division, which occurred on the 4th of June. He was killed in the taking of the trenches. Two lines of Turkish trenches were captured with great loss to the enemy. Throughout all the fighting Lieut. Allen showed the greatest gallantry, and gave splendid service. Lieut. Allen was shot while gallantly leading his men on this day.": [251, 624, 369, 783]
- article-body: Patten, Corpl. Percy (No. 13/683). Kane, Tpr. Cecil James Alexandra (No. 13/194).: [251, 146, 369, 159]
- article-body: W. J. M'Gavin (driver), J. D. Henry (driver), C. Hansen (driver), C. Gordon (driver), T. Todd (driver), C. L. Miller (driver), W. Brown (driver), J. Donnell (driver), T. Mackie (driver), G. Turner (baker), N. G. Collingwood (shoeing smith).: [499, 439, 616, 476]
- article: [870, 166, 987, 239]
- article-body: Lord Milner, chairman of the National Service League, announces a changed policy of the league in favour of national service. In a manifesto issued to members it is stated that the league suspended its propaganda at the beginning of the war so as not to embarrass the Government. Since then the whole situation has changed. The unprecedented nature of the struggle is compelling all parties to share the burden of military service.: [870, 407, 988, 474]
- article-body: M'Kenzie, Tpr. Isaac (No. 9/435). Scott, Tpr. George (No. 9/896). Calvert, Tpr. Benjamin Cecil (No. 9/1136). M'Intyre, Sergt. John (No. 9/426). Elkinson, Corpl. Peter Hiram (No. 9/1016). Cotton, Tpr. Benjamin Cyrle (No. 9/1136).: [251, 99, 369, 136]
- article-body: G. Henderson, E. G. MacDonald, T. A. Jackson, R. W. Probert, J. Mackay, D. Barnes, R. J. Wood, G. H. Bagley, W. E. Hines, C. A. Curry, S. Patterson, A. Jones, C. J. Sinclair, A. Hall, W. F. Wilson, W. J. M'Leod, A. Kirk, A. Brown, J. Moore, E. Thomas, L. Price, W. Barnett, J. Roberts, W. D. Jones.: [499, 300, 616, 344]
- article-subhead: FALL OVER A CLIFF.: [895, 677, 962, 685]
- article-dateline: By Telegraph—Press Association—Copyright. (Rec. August 23, 11.40 p.m.) Sydney, August 23.: [623, 651, 739, 670]
- article: [870, 677, 987, 740]
- article-body: The Munitions Committee is forming a limited company to operate with the committee as one body. Shares are being issued at five shillings.: [746, 351, 864, 376]
- article-body: Cooker, Corp. John Stuart Rose (No. 11/569). Next-of-kin, Mr. J. Cooker, Southampton, England (father). (Nerve shock.): [127, 646, 245, 665]
- article-headline: PERSIAN BRIGANDS AT LARGE: [257, 871, 363, 892]
- article-subhead: WOUNDED: [44, 184, 80, 192]
- article-subhead: NATIONAL SERVICE: [896, 365, 962, 373]
- article-body: An inquest was held by Mr. D. G. A. Cooper, S.M., yesterday, into the death of a six-year-old child named Alfred Coulter, who was found dead in bed at 261 Tinakori Road on Friday morning last. Dr. Hamilton Gilmer gave evidence that from his post-mortem examination death was due to heart failure, and a verdict was returned accordingly.: [870, 626, 988, 676]
- headline-rule: [297, 894, 323, 895]
- article-dateline: By Telegraph—Press Association—Copyright. Petrograd, August 22.: [252, 905, 368, 918]
- article-subhead: CONVINCED OF THE NEED FOR MUNITIONS.: [753, 172, 857, 187]
- article-headline: THE COTTON CONTRABAND: [524, 482, 591, 503]
- article-body: A man named Crossland, who had been employed at Speight and Company's hotel at Alexandra, was found dead at the foot of a cliff yesterday. Death was apparently due to a fall over the cliff. In the backblocks Flannels is invaluable for curing malignant throat troubles.: [870, 697, 988, 740]
- article: [499, 26, 616, 226]
- article-body: The British Foreign Office has issued a return of cotton imports by neutral countries during May, June, and July last, as follows:— Imports. Period, 1914. Norway 7,338 — 1,962; Sweden 8,392 — 5,626; Holland 1,358 — 1,617; Denmark 1,596 — 1,502. This shows that the imports for this year have been substantially greater than in peace times. It is a fair deduction that since May, apart from any other measures, Germany has not received any considerable supply through these countries. The Government does not anticipate that the declaration of the contraband will involve any great hardship to American exporters, and it has been possible to secure the fair treatment of neutral traders.: [499, 527, 616, 631]
- article: [747, 438, 864, 502]
- article-subhead: PASSAGE PAID TO ENGLAND.: [757, 266, 853, 274]
- article-subhead: HUN CHANCELLOR APOSTROPHISED.: [773, 809, 837, 824]
- article-headline: ACCIDENTS AND FATALITIES: [890, 593, 967, 614]
- article-headline: ROMAN CATHOLIC POINTS OF VIEW: [637, 455, 725, 476]
- article-subhead: MAORI CONTINGENT.: [274, 190, 346, 198]
- article-subhead: MUNITIONS COMPANY, LTD.: [759, 337, 851, 345]
- article-body: Some Italians who had been secretly employed in a powder factory in the Grand Duchy of Baden, have escaped. They report that the Germans lack cotton, and are using wood for the manufacture of nitrated cellulose (gun-cotton).: [746, 399, 864, 436]
- article: [870, 529, 987, 587]
- article-headline: WAR MUNITIONS FOR THE FRONT: [755, 29, 855, 49]
- article-body: Private advice states that Trooper C. Mackenzie, of the Wellington Mounted Rifles, the youngest son of the High Commissioner for New Zealand, has been severely wounded at the Dardanelles. He has lost the sight of both eyes, and the injuries were caused by a shell. According to a brother of Dr. Kenneth Mackenzie, of Auckland, and is only 23 years of age. He went to the front with the Main Expeditionary Force.: [251, 389, 369, 456]
- headline-rule: [916, 616, 942, 617]
- column-rule: [252, 333, 369, 334]
- article: [128, 839, 245, 968]
- article-subhead: SIGNAL SERVICE.: [528, 379, 587, 387]
- column-rule: [747, 505, 864, 506]
- article-subhead: ARMY SERVICE CORPS.: [519, 430, 596, 438]
- headline-rule: [668, 478, 694, 479]
- article-dateline: By Telegraph—Press Association. Auckland, August 23.: [625, 315, 737, 328]
